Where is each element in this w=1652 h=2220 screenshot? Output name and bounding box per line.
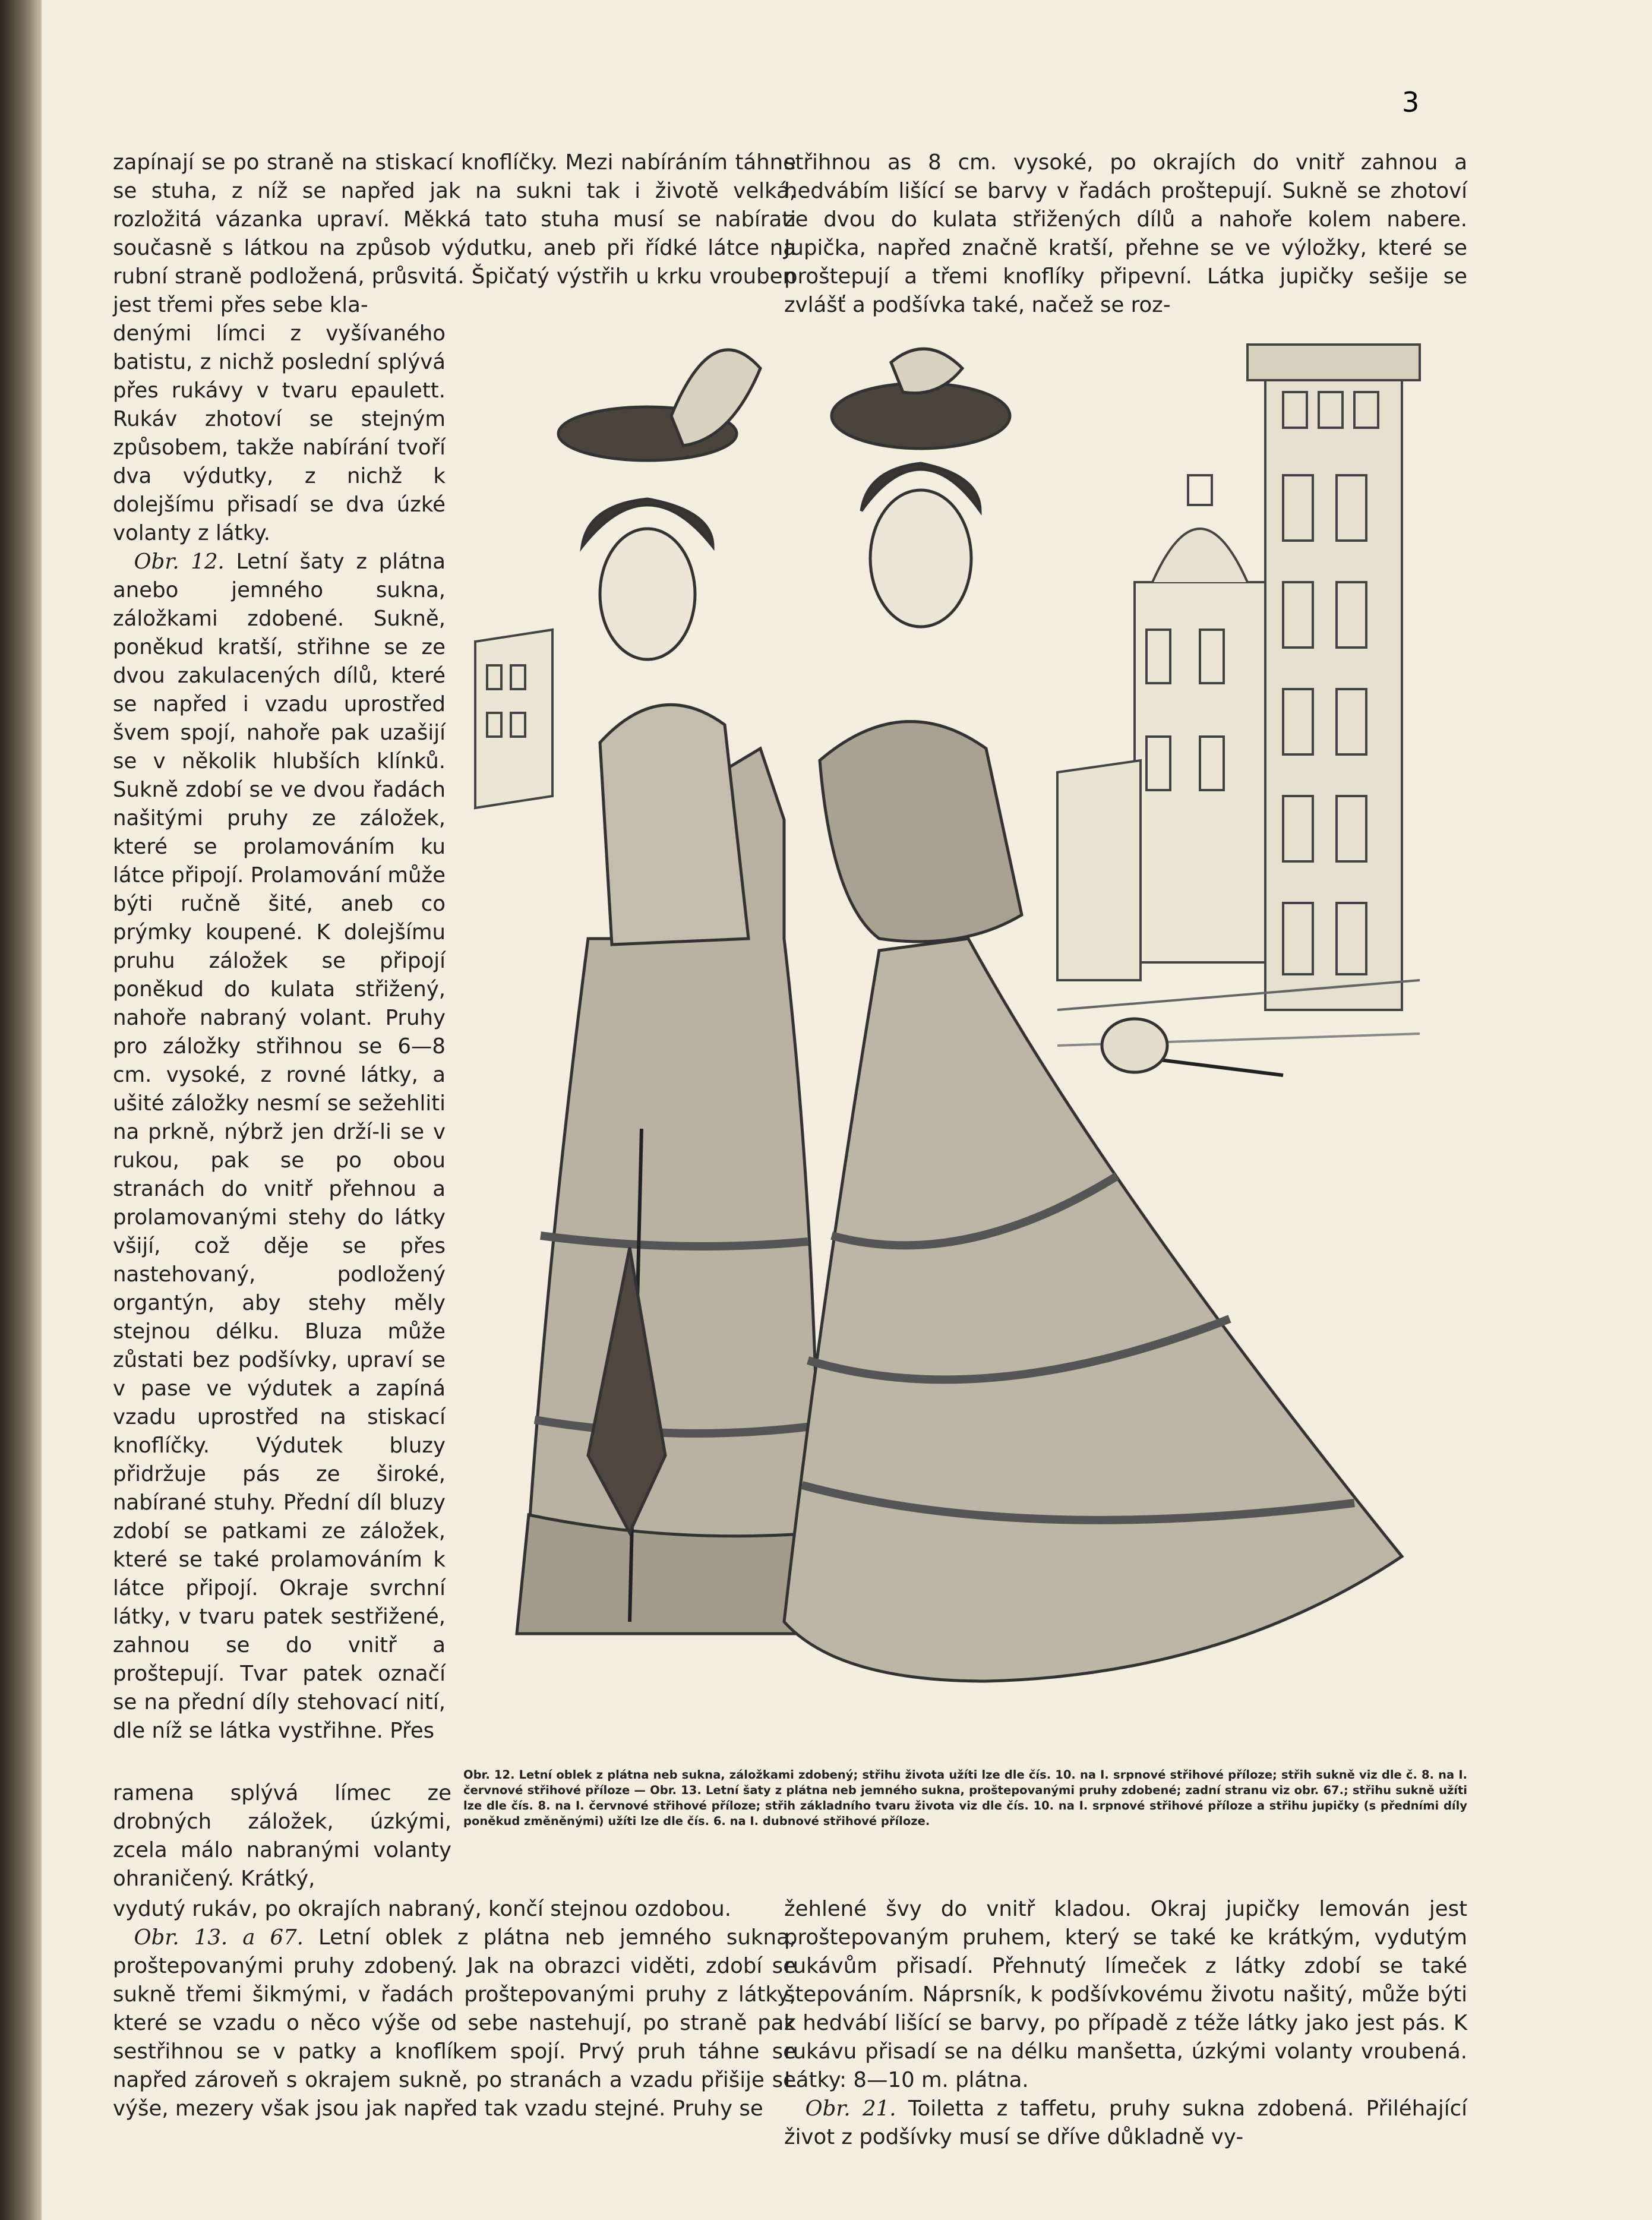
fashion-illustration [451,297,1485,1758]
text-fragment: žehlené švy do vnitř kladou. Okraj jupičky lemován jest proštepovaným pruhem, který se také ke krátkým, vydutým rukávům přisadí. Přehnutý límeček z látky zdobí se také štepováním. Náprsník, k podšívkovému životu našitý, může býti z hedvábí lišící se barvy, po případě z téže látky jako jest pás. K rukávu přisadí se na délku manšetta, úzkými volanty vroubená. Látky: 8—10 m. plátna. [784,1897,1467,2092]
book-binding [0,0,42,2220]
right-column-bottom-paragraph [784,1895,1467,2152]
page-number: 3 [1402,86,1420,118]
left-column-narrow-paragraph [113,320,446,1745]
left-column-ramena-paragraph: ramena splývá límec ze drobných záložek, úzkými, zcela málo nabranými volanty ohraničený. Krátký, [113,1781,451,1891]
left-column-bottom-paragraph [113,1895,796,2123]
figure-ref-13: Obr. 13. a 67. [134,1925,304,1950]
right-column-top-paragraph: střihnou as 8 cm. vysoké, po okrajích do vnitř zahnou a hedvábím lišící se barvy v řadách proštepují. Sukně se zhotoví ze dvou do kulata střižených dílů a nahoře kolem nabere. Jupička, napřed značně kratší, přehne se ve výložky, které se proštepují a třemi knoflíky připevní. Látka jupičky sešije se zvlášť a podšívka také, načež se roz- [784,150,1467,317]
figure-ref-21: Obr. 21. [805,2096,896,2121]
left-figure [517,350,820,1634]
text-fragment: Toiletta z taffetu, pruhy sukna zdobená. Přiléhající život z podšívky musí se dříve důkladně vy- [784,2096,1467,2149]
text-fragment: denými límci z vyšívaného batistu, z nichž poslední splývá přes rukávy v tvaru epaulett. Rukáv zhotoví se stejným způsobem, takže nabírání tvoří dva výdutky, z nichž k dolejšímu přisadí se dva úzké volanty z látky. [113,321,446,545]
figure-caption: Obr. 12. Letní oblek z plátna neb sukna, záložkami zdobený; střihu života užíti lze dle čís. 10. na I. srpnové střihové příloze; střih sukně viz dle č. 8. na I. červnové střihové příloze — Obr. 13. Letní šaty z plátna neb jemného sukna, proštepovanými pruhy zdobené; zadní stranu viz obr. 67.; střihu sukně užíti lze dle čís. 8. na I. červnové střihové příloze; střih základního tvaru života viz dle čís. 10. na I. srpnové střihové příloze a střihu jupičky (s předními díly poněkud změněnými) užíti lze dle čís. 6. na I. dubnové střihové příloze. [463,1768,1467,1828]
figure-ref-12: Obr. 12. [134,550,225,574]
left-column-top-paragraph: zapínají se po straně na stiskací knoflíčky. Mezi nabíráním táhne se stuha, z níž se napřed jak na sukni tak i životě velká, rozložitá vázanka upraví. Měkká tato stuha musí se nabírati současně s látkou na způsob výdutku, aneb při řídké látce na rubní straně podložená, průsvitá. Špičatý výstřih u krku vrouben jest třemi přes sebe kla- [113,150,796,317]
text-fragment: Letní oblek z plátna neb jemného sukna, proštepovanými pruhy zdobený. Jak na obrazci viděti, zdobí se sukně třemi šikmými, v řadách proštepovanými pruhy z látky, které se vzadu o něco výše od sebe nastehují, po straně pak sestřihnou se v patky a knoflíkem spojí. Prvý pruh táhne se napřed zároveň s okrajem sukně, po stranách a vzadu přišije se výše, mezery však jsou jak napřed tak vzadu stejné. Pruhy se [113,1925,796,2121]
text-fragment: Letní šaty z plátna anebo jemného sukna, záložkami zdobené. Sukně, poněkud kratší, střihne se ze dvou zakulacených dílů, které se napřed i vzadu uprostřed švem spojí, nahoře pak uzašijí se v několik hlubších klínků. Sukně zdobí se ve dvou řadách našitými pruhy ze záložek, které se prolamováním ku látce připojí. Prolamování může býti ručně šité, aneb co prýmky koupené. K dolejšímu pruhu záložek se připojí poněkud do kulata střižený, nahoře nabraný volant. Pruhy pro záložky střihnou se 6—8 cm. vysoké, z rovné látky, a ušité záložky nesmí se sežehliti na prkně, nýbrž jen drží-li se v rukou, pak se po obou stranách do vnitř přehnou a prolamovanými stehy do látky všijí, což děje se přes nastehovaný, podložený organtýn, aby stehy měly stejnou délku. Bluza může zůstati bez podšívky, upraví se v pase ve výdutek a zapíná vzadu uprostřed na stiskací knoflíčky. Výdutek bluzy přidržuje pás ze široké, nabírané stuhy. Přední díl bluzy zdobí se patkami ze záložek, které se také prolamováním k látce připojí. Okraje svrchní látky, v tvaru patek sestřižené, zahnou se do vnitř a proštepují. Tvar patek označí se na přední díly stehovací nití, dle níž se látka vystřihne. Přes [113,550,446,1743]
text-fragment: vydutý rukáv, po okrajích nabraný, končí stejnou ozdobou. [113,1897,731,1921]
magazine-page [42,0,1652,2220]
